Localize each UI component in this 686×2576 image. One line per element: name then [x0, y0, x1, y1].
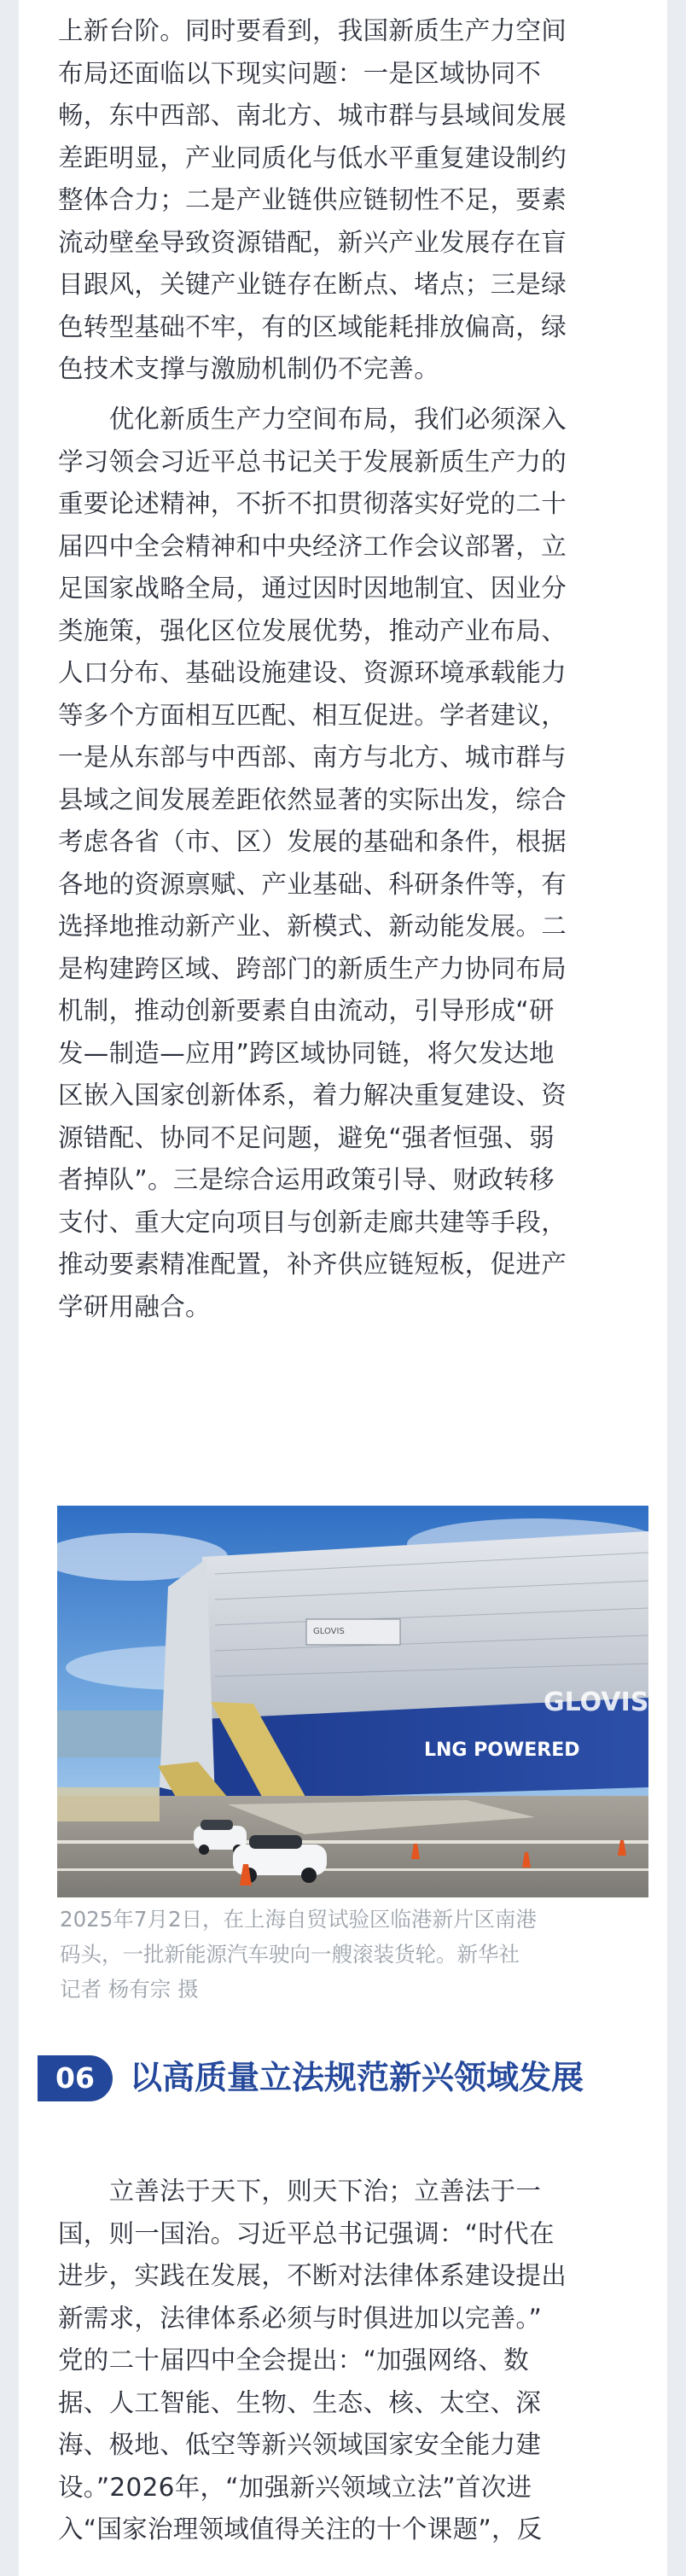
- news-photo: [57, 1506, 648, 1897]
- ship-lng-label: LNG POWERED: [424, 1740, 580, 1761]
- ship-photo-illustration: [57, 1506, 648, 1897]
- section-number-badge: 06: [38, 2055, 113, 2101]
- photo-caption: 2025年7月2日，在上海自贸试验区临港新片区南港 码头，一批新能源汽车驶向一艘滚装货轮。新华社 记者 杨有宗 摄: [60, 1907, 538, 2002]
- section-heading: [38, 2050, 667, 2105]
- article-paragraph-1: 上新台阶。同时要看到，我国新质生产力空间 布局还面临以下现实问题：一是区域协同不 畅，东中西部、南北方、城市群与县域间发展 差距明显，产业同质化与低水平重复建设制约 整体合力；二是产业链供应链韧性不足，要素 流动壁垒导致资源错配，新兴产业发展存在盲 目跟风，关键产业链存在断点、堵点；三是绿 色转型基础不牢，有的区域能耗排放偏高，绿 色技术支撑与激励机制仍不完善。: [58, 16, 567, 383]
- article-paragraph-3: 立善法于天下，则天下治；立善法于一 国，则一国治。习近平总书记强调：“时代在 进步，实践在发展，不断对法律体系建设提出 新需求，法律体系必须与时俱进加以完善。” 党的二十届四中全会提出：“加强网络、数 据、人工智能、生物、生态、核、太空、深 海、极地、低空等新兴领域国家安全能力建 设。”2026年，“加强新兴领域立法”首次进 入“国家治理领域值得关注的十个课题”，反: [58, 2177, 567, 2544]
- section-title: 以高质量立法规范新兴领域发展: [130, 2059, 584, 2096]
- article-paragraph-2: 优化新质生产力空间布局，我们必须深入 学习领会习近平总书记关于发展新质生产力的 重要论述精神，不折不扣贯彻落实好党的二十 届四中全会精神和中央经济工作会议部署，立 足国家战略全局，通过因时因地制宜、因业分 类施策，强化区位发展优势，推动产业布局、 人口分布、基础设施建设、资源环境承载能力 等多个方面相互匹配、相互促进。学者建议， 一是从东部与中西部、南方与北方、城市群与 县域之间发展差距依然显著的实际出发，综合 考虑各省（市、区）发展的基础和条件，根据 各地的资源禀赋、产业基础、科研条件等，有 选择地推动新产业、新模式、新动能发展。二 是构建跨区域、跨部门的新质生产力协同布局 机制，推动创新要素自由流动，引导形成“研 发—制造—应用”跨区域协同链，将欠发达地 区嵌入国家创新体系，着力解决重复建设、资 源错配、协同不足问题，避免“强者恒强、弱 者掉队”。三是综合运用政策引导、财政转移 支付、重大定向项目与创新走廊共建等手段， 推动要素精准配置，补齐供应链短板，促进产 学研用融合。: [58, 405, 567, 1321]
- svg-text:GLOVIS: GLOVIS: [313, 1627, 345, 1636]
- ship-side-label: GLOVIS: [544, 1687, 648, 1717]
- article-card: [19, 0, 667, 2576]
